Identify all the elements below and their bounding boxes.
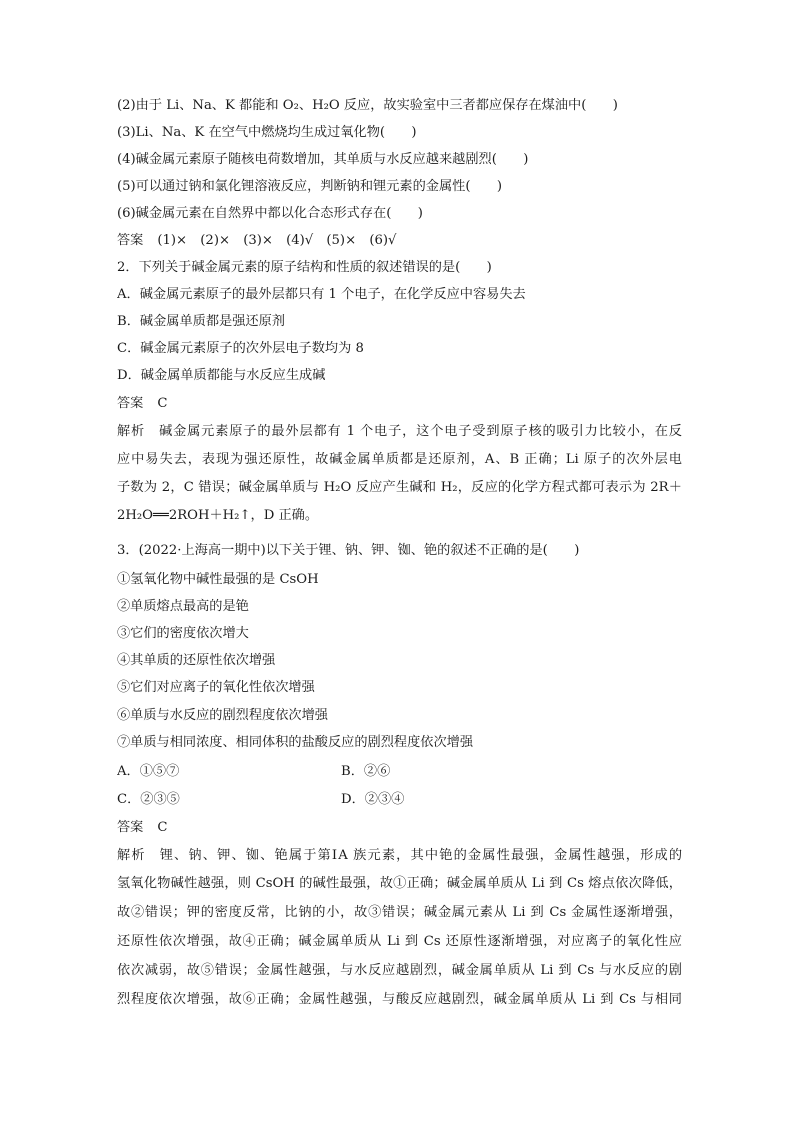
question-3-item-5: ⑤它们对应离子的氧化性依次增强	[117, 680, 315, 695]
question-3-analysis-line: 氢氧化物碱性越强，则 CsOH 的碱性最强，故①正确；碱金属单质从 Li 到 Cs 熔点依次降低，	[117, 876, 682, 891]
question-2-option-a: A．碱金属元素原子的最外层都只有 1 个电子，在化学反应中容易失去	[117, 287, 526, 302]
question-2-analysis-line: 应中易失去，表现为强还原性，故碱金属单质都是还原剂，A、B 正确；Li 原子的次外层电	[117, 452, 682, 467]
question-3-analysis-line: 故②错误；钾的密度反常，比钠的小，故③错误；碱金属元素从 Li 到 Cs 金属性逐渐增强，	[117, 905, 682, 920]
question-3-option-d: D．②③④	[341, 792, 405, 807]
answer-label: 答案	[117, 233, 144, 248]
question-2-option-b: B．碱金属单质都是强还原剂	[117, 314, 285, 329]
question-3-answer	[117, 818, 682, 838]
question-3-item-7: ⑦单质与相同浓度、相同体积的盐酸反应的剧烈程度依次增强	[117, 735, 474, 750]
question-2-stem: 2．下列关于碱金属元素的原子结构和性质的叙述错误的是( )	[117, 260, 492, 275]
question-3-option-a: A．①⑤⑦	[117, 764, 180, 779]
judge-item-4: (4)碱金属元素原子随核电荷数增加，其单质与水反应越来越剧烈( )	[117, 152, 529, 167]
analysis-label: 解析	[117, 848, 146, 863]
question-3-item-4: ④其单质的还原性依次增强	[117, 653, 276, 668]
question-3-options-row-1	[117, 762, 682, 782]
question-3-item-3: ③它们的密度依次增大	[117, 626, 249, 641]
judge-item-3: (3)Li、Na、K 在空气中燃烧均生成过氧化物( )	[117, 125, 417, 140]
question-2-answer	[117, 394, 682, 414]
answer-text: C	[157, 396, 168, 411]
question-3-option-b: B．②⑥	[341, 764, 391, 779]
judge-item-5: (5)可以通过钠和氯化锂溶液反应，判断钠和锂元素的金属性( )	[117, 179, 503, 194]
question-3-item-2: ②单质熔点最高的是铯	[117, 599, 249, 614]
judge-item-2: (2)由于 Li、Na、K 都能和 O₂、H₂O 反应，故实验室中三者都应保存在煤油中( )	[117, 98, 618, 113]
question-3-stem: 3．(2022·上海高一期中)以下关于锂、钠、钾、铷、铯的叙述不正确的是( )	[117, 543, 580, 558]
judge-answer	[117, 231, 682, 251]
question-3-analysis-line: 解析 锂、钠、钾、铷、铯属于第ⅠA 族元素，其中铯的金属性最强，金属性越强，形成的	[117, 848, 682, 863]
question-3-item-1: ①氢氧化物中碱性最强的是 CsOH	[117, 572, 319, 587]
question-3-item-6: ⑥单质与水反应的剧烈程度依次增强	[117, 708, 328, 723]
question-3-analysis-line: 还原性依次增强，故④正确；碱金属单质从 Li 到 Cs 还原性逐渐增强，对应离子的氧化性应	[117, 934, 682, 949]
answer-label: 答案	[117, 396, 144, 411]
judge-item-6: (6)碱金属元素在自然界中都以化合态形式存在( )	[117, 206, 423, 221]
question-2-analysis-line: 子数为 2，C 错误；碱金属单质与 H₂O 反应产生碱和 H₂，反应的化学方程式都可表示为 2R＋	[117, 480, 682, 495]
question-3-analysis-line: 烈程度依次增强，故⑥正确；金属性越强，与酸反应越剧烈，碱金属单质从 Li 到 Cs 与相同	[117, 992, 682, 1007]
answer-text: (1)× (2)× (3)× (4)√ (5)× (6)√	[157, 233, 397, 248]
question-2-option-c: C．碱金属元素原子的次外层电子数均为 8	[117, 341, 364, 356]
question-2-option-d: D．碱金属单质都能与水反应生成碱	[117, 368, 326, 383]
analysis-label: 解析	[117, 424, 146, 439]
question-3-analysis-line: 依次减弱，故⑤错误；金属性越强，与水反应越剧烈，碱金属单质从 Li 到 Cs 与水反应的剧	[117, 963, 682, 978]
question-3-option-c: C．②③⑤	[117, 792, 180, 807]
question-2-analysis-line: 解析 碱金属元素原子的最外层都有 1 个电子，这个电子受到原子核的吸引力比较小，在反	[117, 424, 682, 439]
question-3-options-row-2	[117, 790, 682, 810]
answer-text: C	[157, 820, 168, 835]
question-2-analysis-line: 2H₂O══2ROH＋H₂↑，D 正确。	[117, 508, 319, 523]
answer-label: 答案	[117, 820, 144, 835]
